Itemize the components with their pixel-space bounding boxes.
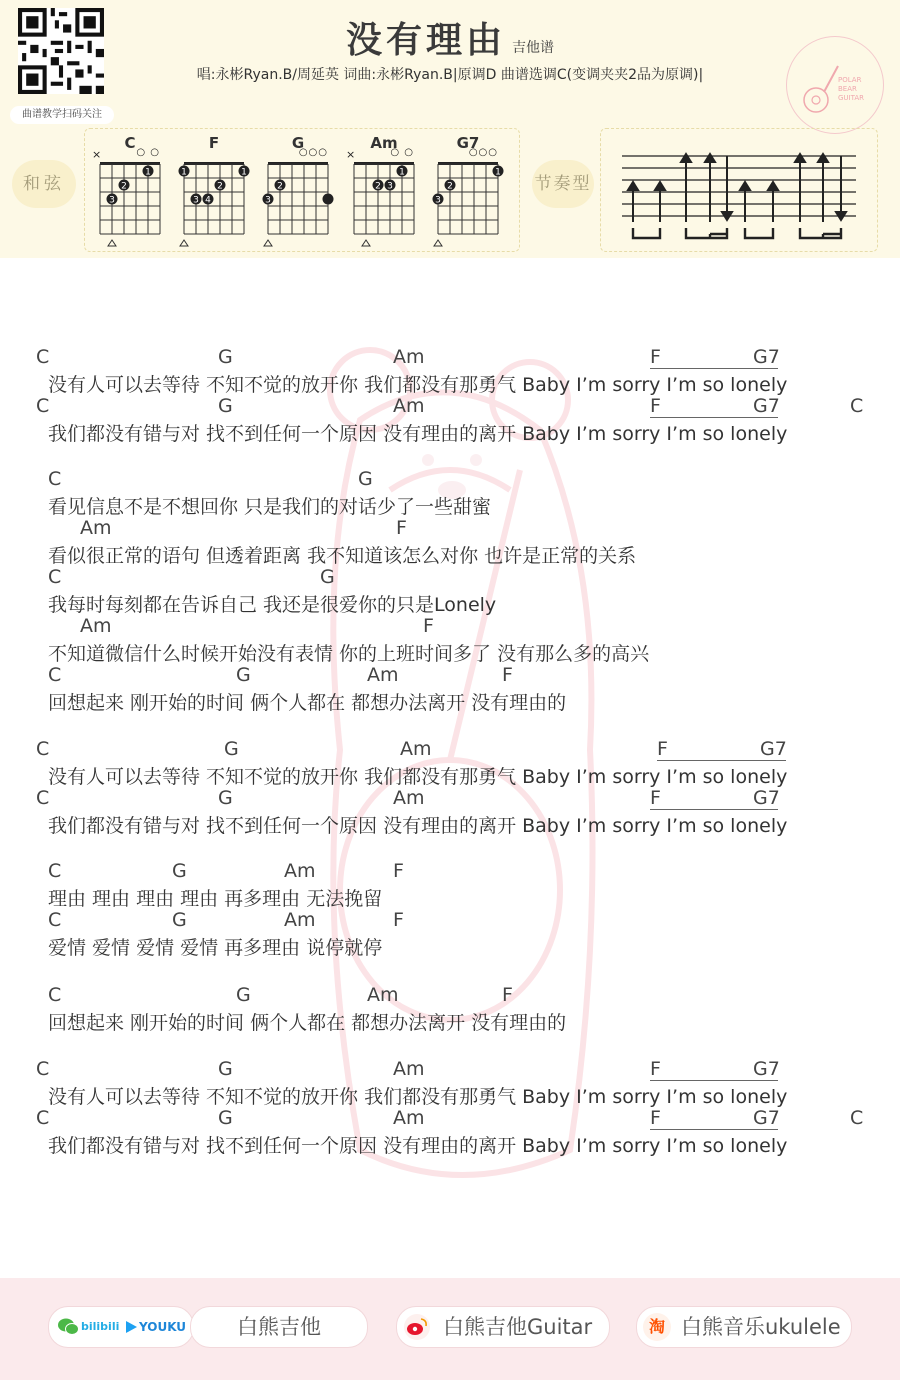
chord-symbol: G7 [760, 738, 787, 760]
finger-number: 3 [435, 195, 441, 206]
finger-number: 1 [495, 167, 501, 178]
chord-symbol: Am [400, 738, 432, 760]
chord-symbol: G [218, 1058, 233, 1080]
lyric-line: 没有人可以去等待 不知不觉的放开你 我们都没有那勇气 Baby I’m sorry I’m so lonely [48, 1086, 788, 1108]
chord-diagram-c [94, 134, 166, 250]
bilibili-icon: bilibili [81, 1320, 120, 1333]
chord-symbol: C [36, 1058, 50, 1080]
chord-symbol: G [218, 395, 233, 417]
chord-symbol: C [850, 1107, 864, 1129]
rhythm-section-label: 节奏型 [532, 160, 594, 208]
lyric-line: 看似很正常的语句 但透着距离 我不知道该怎么对你 也许是正常的关系 [48, 545, 637, 567]
chord-underline [650, 1129, 778, 1130]
taobao-pill[interactable] [636, 1306, 852, 1348]
finger-number: 3 [109, 195, 115, 206]
song-title [0, 12, 900, 63]
open-string-marks: ○○○ [468, 147, 498, 158]
open-string-marks: ○○○ [298, 147, 328, 158]
chord-symbol: G [224, 738, 239, 760]
fretboard [348, 160, 420, 250]
chord-symbol: C [48, 909, 62, 931]
chord-symbol: G7 [753, 1058, 780, 1080]
chord-symbol: G [218, 1107, 233, 1129]
chord-symbol: G [218, 346, 233, 368]
chord-symbol: Am [393, 1107, 425, 1129]
chord-symbol: Am [393, 787, 425, 809]
chord-diagram-name: C [124, 134, 136, 152]
fretboard [94, 160, 166, 250]
chord-symbol: G7 [753, 787, 780, 809]
finger-number: 4 [205, 195, 211, 206]
chord-symbol: C [850, 395, 864, 417]
chord-symbol: Am [367, 984, 399, 1006]
song-title-sub: 吉他谱 [512, 40, 554, 56]
chord-symbol: Am [80, 517, 112, 539]
chord-symbol: F [393, 860, 404, 882]
logo-line: POLAR [838, 76, 862, 84]
chord-symbol: G [172, 860, 187, 882]
chord-underline [650, 1080, 778, 1081]
lyric-line: 回想起来 刚开始的时间 俩个人都在 都想办法离开 没有理由的 [48, 1012, 567, 1034]
chord-symbol: C [48, 984, 62, 1006]
finger-number: 2 [277, 181, 283, 192]
chord-symbol: C [48, 860, 62, 882]
rhythm-pattern [616, 146, 862, 242]
chord-symbol: Am [393, 395, 425, 417]
chord-symbol: Am [393, 1058, 425, 1080]
chord-underline [650, 809, 778, 810]
chord-symbol: C [48, 468, 62, 490]
chord-diagram-name: Am [370, 134, 398, 152]
muted-string-mark: × [346, 148, 356, 161]
fretboard [178, 160, 250, 250]
chord-symbol: F [502, 664, 513, 686]
chord-diagram-name: G [291, 134, 305, 152]
chord-diagram-g [262, 134, 334, 250]
lyric-line: 我们都没有错与对 找不到任何一个原因 没有理由的离开 Baby I’m sorry I’m so lonely [48, 423, 788, 445]
footer-name-pill[interactable] [190, 1306, 368, 1348]
root-string-marker [180, 240, 188, 246]
finger-number: 2 [121, 181, 127, 192]
open-string-marks: ○ ○ [390, 147, 414, 158]
chord-diagram-f [178, 134, 250, 250]
chord-symbol: F [650, 395, 661, 417]
lyric-line: 没有人可以去等待 不知不觉的放开你 我们都没有那勇气 Baby I’m sorry I’m so lonely [48, 766, 788, 788]
finger-number: 2 [447, 181, 453, 192]
chord-underline [657, 760, 786, 761]
lyric-line: 理由 理由 理由 理由 再多理由 无法挽留 [48, 888, 383, 910]
lyric-line: 我们都没有错与对 找不到任何一个原因 没有理由的离开 Baby I’m sorry I’m so lonely [48, 815, 788, 837]
chord-symbol: C [48, 664, 62, 686]
root-string-marker [434, 240, 442, 246]
finger-number: 1 [145, 167, 151, 178]
chord-underline [650, 368, 778, 369]
fretboard [432, 160, 504, 250]
chord-symbol: G [236, 664, 251, 686]
chord-symbol: G [236, 984, 251, 1006]
lyric-line: 没有人可以去等待 不知不觉的放开你 我们都没有那勇气 Baby I’m sorry I’m so lonely [48, 374, 788, 396]
chord-symbol: F [657, 738, 668, 760]
chord-symbol: Am [80, 615, 112, 637]
chord-symbol: F [650, 787, 661, 809]
finger-number: 3 [387, 181, 393, 192]
logo-line: BEAR [838, 85, 857, 93]
chord-symbol: G [172, 909, 187, 931]
finger-number: 1 [181, 167, 187, 178]
chord-section-label: 和弦 [12, 160, 76, 208]
chord-symbol: F [650, 1058, 661, 1080]
chord-symbol: C [36, 1107, 50, 1129]
chord-symbol: Am [284, 860, 316, 882]
footer-name: 白熊吉他 [237, 1315, 321, 1339]
chord-symbol: F [396, 517, 407, 539]
root-string-marker [108, 240, 116, 246]
chord-symbol: Am [367, 664, 399, 686]
chord-diagram-name: F [208, 134, 220, 152]
chord-symbol: G7 [753, 1107, 780, 1129]
chord-diagram-am [348, 134, 420, 250]
youku-icon: YOUKU [139, 1320, 187, 1334]
platform-icons [48, 1306, 194, 1348]
taobao-icon: 淘 [643, 1313, 671, 1341]
qr-caption: 曲谱教学扫码关注 [10, 106, 114, 124]
guitar-icon [798, 62, 842, 118]
chord-symbol: G [218, 787, 233, 809]
lyric-line: 我每时每刻都在告诉自己 我还是很爱你的只是Lonely [48, 594, 497, 616]
song-credits: 唱:永彬Ryan.B/周延英 词曲:永彬Ryan.B|原调D 曲谱选调C(变调夹夹2品为原调)| [196, 67, 704, 83]
chord-symbol: C [36, 738, 50, 760]
chord-symbol: F [393, 909, 404, 931]
weibo-icon [403, 1313, 431, 1341]
chord-symbol: F [650, 1107, 661, 1129]
chord-underline [650, 417, 778, 418]
chord-symbol: F [502, 984, 513, 1006]
chord-symbol: G [320, 566, 335, 588]
song-title-text: 没有理由 [345, 20, 506, 61]
chord-symbol: G7 [753, 346, 780, 368]
finger-dot [323, 194, 334, 205]
chord-symbol: C [36, 787, 50, 809]
chord-symbol: Am [284, 909, 316, 931]
chord-symbol: C [48, 566, 62, 588]
chord-diagram-name: G7 [456, 134, 480, 152]
chord-symbol: G [358, 468, 373, 490]
chord-symbol: Am [393, 346, 425, 368]
root-string-marker [362, 240, 370, 246]
chord-symbol: G7 [753, 395, 780, 417]
chord-symbol: F [423, 615, 434, 637]
finger-number: 3 [193, 195, 199, 206]
finger-number: 1 [399, 167, 405, 178]
finger-number: 3 [265, 195, 271, 206]
logo-line: GUITAR [838, 94, 864, 102]
open-string-marks: ○ ○ [136, 147, 160, 158]
fretboard [262, 160, 334, 250]
finger-number: 1 [241, 167, 247, 178]
finger-number: 2 [217, 181, 223, 192]
lyric-line: 不知道微信什么时候开始没有表情 你的上班时间多了 没有那么多的高兴 [48, 643, 650, 665]
lyric-line: 爱情 爱情 爱情 爱情 再多理由 说停就停 [48, 937, 383, 959]
lyric-line: 我们都没有错与对 找不到任何一个原因 没有理由的离开 Baby I’m sorry I’m so lonely [48, 1135, 788, 1157]
lyric-line: 回想起来 刚开始的时间 俩个人都在 都想办法离开 没有理由的 [48, 692, 567, 714]
root-string-marker [264, 240, 272, 246]
lyric-line: 看见信息不是不想回你 只是我们的对话少了一些甜蜜 [48, 496, 492, 518]
weibo-name: 白熊吉他Guitar [443, 1315, 593, 1339]
muted-string-mark: × [92, 148, 102, 161]
logo-text [838, 76, 878, 103]
weibo-pill[interactable] [396, 1306, 610, 1348]
youku-play-icon [125, 1321, 137, 1333]
taobao-name: 白熊音乐ukulele [681, 1315, 841, 1339]
wechat-icon [57, 1317, 79, 1337]
chord-symbol: C [36, 346, 50, 368]
chord-symbol: C [36, 395, 50, 417]
chord-diagram-g7 [432, 134, 504, 250]
finger-number: 2 [375, 181, 381, 192]
chord-symbol: F [650, 346, 661, 368]
